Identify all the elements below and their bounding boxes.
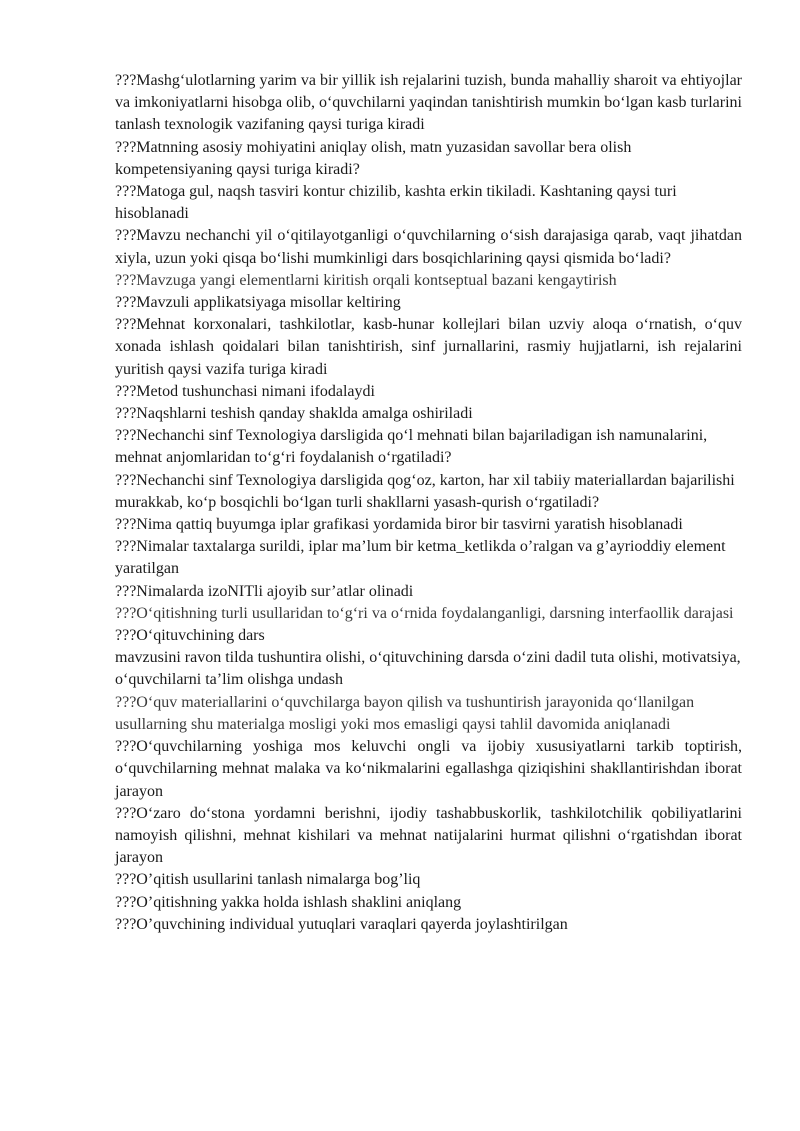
paragraph-2: ???Matnning asosiy mohiyatini aniqlay olish, matn yuzasidan savollar bera olish kompetensiyaning qaysi turiga kiradi? (115, 138, 632, 178)
paragraph-3: ???Matoga gul, naqsh tasviri kontur chizilib, kashta erkin tikiladi. Kashtaning qaysi turi hisoblanadi (115, 183, 677, 223)
paragraph-1: ???Mashg‘ulotlarning yarim va bir yillik ish rejalarini tuzish, bunda mahalliy sharoit va ehtiyojlar va imkoniyatlarni hisobga olib, o‘quvchilarni yaqindan tanishtirish mumkin bo‘lgan kasb turlarini tanlash texnologik vazifaning qaysi turiga kiradi (115, 72, 742, 134)
paragraph-14: ???Nimalarda izoNITli ajoyib sur’atlar olinadi (115, 582, 414, 600)
paragraph-19: ???O‘quvchilarning yoshiga mos keluvchi ongli va ijobiy xususiyatlarni tarkib toptirish, o‘quvchilarning mehnat malaka va ko‘nikmalarini egallashga qiziqishini shakllantirishdan iborat jarayon (115, 738, 742, 800)
paragraph-10: ???Nechanchi sinf Texnologiya darsligida qo‘l mehnati bilan bajariladigan ish namunalarini, mehnat anjomlaridan to‘g‘ri foydalanish o‘rgatiladi? (115, 427, 708, 467)
paragraph-21: ???O’qitish usullarini tanlash nimalarga bog’liq (115, 871, 421, 889)
paragraph-15: ???O‘qitishning turli usullaridan to‘g‘ri va o‘rnida foydalanganligi, darsning interfaollik darajasi (115, 604, 734, 622)
paragraph-6: ???Mavzuli applikatsiyaga misollar keltiring (115, 294, 401, 312)
paragraph-22: ???O’qitishning yakka holda ishlash shaklini aniqlang (115, 893, 462, 911)
paragraph-9: ???Naqshlarni teshish qanday shaklda amalga oshiriladi (115, 405, 473, 423)
paragraph-5: ???Mavzuga yangi elementlarni kiritish orqali kontseptual bazani kengaytirish (115, 271, 617, 289)
paragraph-18: ???O‘quv materiallarini o‘quvchilarga bayon qilish va tushuntirish jarayonida qo‘llanilgan usullarning shu materialga mosligi yoki mos emasligi qaysi tahlil davomida aniqlanadi (115, 693, 695, 733)
paragraph-17: mavzusini ravon tilda tushuntira olishi, o‘qituvchining darsda o‘zini dadil tuta olishi, motivatsiya, o‘quvchilarni ta’lim olishga undash (115, 649, 741, 689)
paragraph-4: ???Mavzu nechanchi yil o‘qitilayotganligi o‘quvchilarning o‘sish darajasiga qarab, vaqt jihatdan xiyla, uzun yoki qisqa bo‘lishi mumkinligi dars bosqichlarining qaysi qismida bo‘ladi? (115, 227, 742, 267)
paragraph-7: ???Mehnat korxonalari, tashkilotlar, kasb-hunar kollejlari bilan uzviy aloqa o‘rnatish, o‘quv xonada ishlash qoidalari bilan tanishtirish, sinf jurnallarini, rasmiy hujjatlarni, ish rejalarini yuritish qaysi vazifa turiga kiradi (115, 316, 742, 378)
document-page (115, 70, 742, 936)
paragraph-8: ???Metod tushunchasi nimani ifodalaydi (115, 382, 375, 400)
paragraph-16: ???O‘qituvchining dars (115, 627, 265, 645)
paragraph-12: ???Nima qattiq buyumga iplar grafikasi yordamida biror bir tasvirni yaratish hisoblanadi (115, 516, 683, 534)
paragraph-23: ???O’quvchining individual yutuqlari varaqlari qayerda joylashtirilgan (115, 915, 568, 933)
paragraph-13: ???Nimalar taxtalarga surildi, iplar ma’lum bir ketma_ketlikda o’ralgan va g’ayrioddiy element yaratilgan (115, 538, 726, 578)
paragraph-20: ???O‘zaro do‘stona yordamni berishni, ijodiy tashabbuskorlik, tashkilotchilik qobiliyatlarini namoyish qilishni, mehnat kishilari va mehnat natijalarini hurmat qilishni o‘rgatishdan iborat jarayon (115, 804, 742, 867)
paragraph-11: ???Nechanchi sinf Texnologiya darsligida qog‘oz, karton, har xil tabiiy materiallardan bajarilishi murakkab, ko‘p bosqichli bo‘lgan turli shakllarni yasash-qurish o‘rgatiladi? (115, 471, 735, 511)
